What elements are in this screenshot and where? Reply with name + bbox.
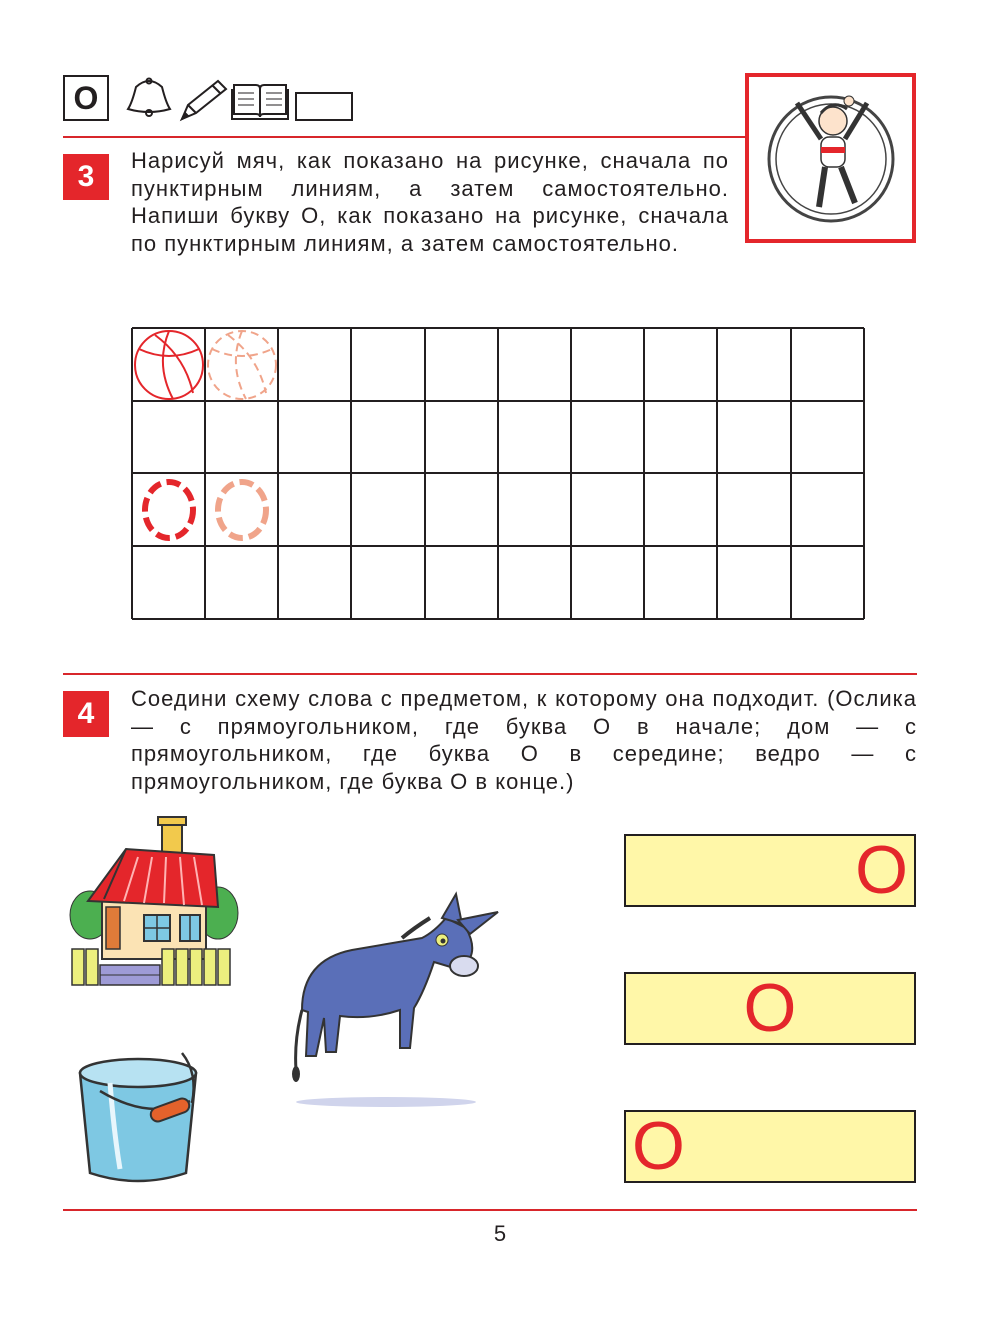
top-divider <box>63 136 746 138</box>
book-icon <box>232 85 288 119</box>
word-scheme-o-start[interactable] <box>624 1110 916 1183</box>
task-4-instructions: Соедини схему слова с предметом, к которому она подходит. (Ослика — с прямоугольником, где буква О в начале; дом — с прямоугольником, где буква О в середине; ведро — с прямоугольником, где буква О в конце.) <box>131 686 917 794</box>
blank-rectangle-icon <box>296 93 352 120</box>
bottom-divider <box>63 1209 917 1211</box>
gymnast-illustration <box>749 77 912 239</box>
header-icons <box>120 75 360 125</box>
scheme-letter: О <box>632 1108 685 1184</box>
house-picture <box>68 815 240 990</box>
word-scheme-o-middle[interactable] <box>624 972 916 1045</box>
bell-icon <box>128 79 170 117</box>
word-scheme-o-end[interactable] <box>624 834 916 907</box>
bucket-picture <box>70 1043 205 1183</box>
pencil-icon <box>182 81 226 119</box>
letter-o-trace <box>218 482 266 538</box>
task-4-number: 4 <box>63 691 109 737</box>
scheme-letter: О <box>855 832 908 908</box>
tracing-grid <box>131 327 865 621</box>
ball-trace <box>208 331 276 399</box>
task-3-instructions: Нарисуй мяч, как показано на рисунке, сначала по пунктирным линиям, а затем самостоятельно. Напиши букву О, как показано на рисунке, сначала по пунктирным линиям, а затем самостоятельно. <box>131 148 729 256</box>
letter-o-example <box>145 482 193 538</box>
middle-divider <box>63 673 917 675</box>
donkey-picture <box>282 890 508 1115</box>
ball-example <box>135 331 203 399</box>
task-3-number: 3 <box>63 154 109 200</box>
letter-o-box: О <box>63 75 109 121</box>
page-number: 5 <box>493 1221 507 1246</box>
gymnast-hoop-picture <box>745 73 916 243</box>
scheme-letter: О <box>743 970 797 1046</box>
